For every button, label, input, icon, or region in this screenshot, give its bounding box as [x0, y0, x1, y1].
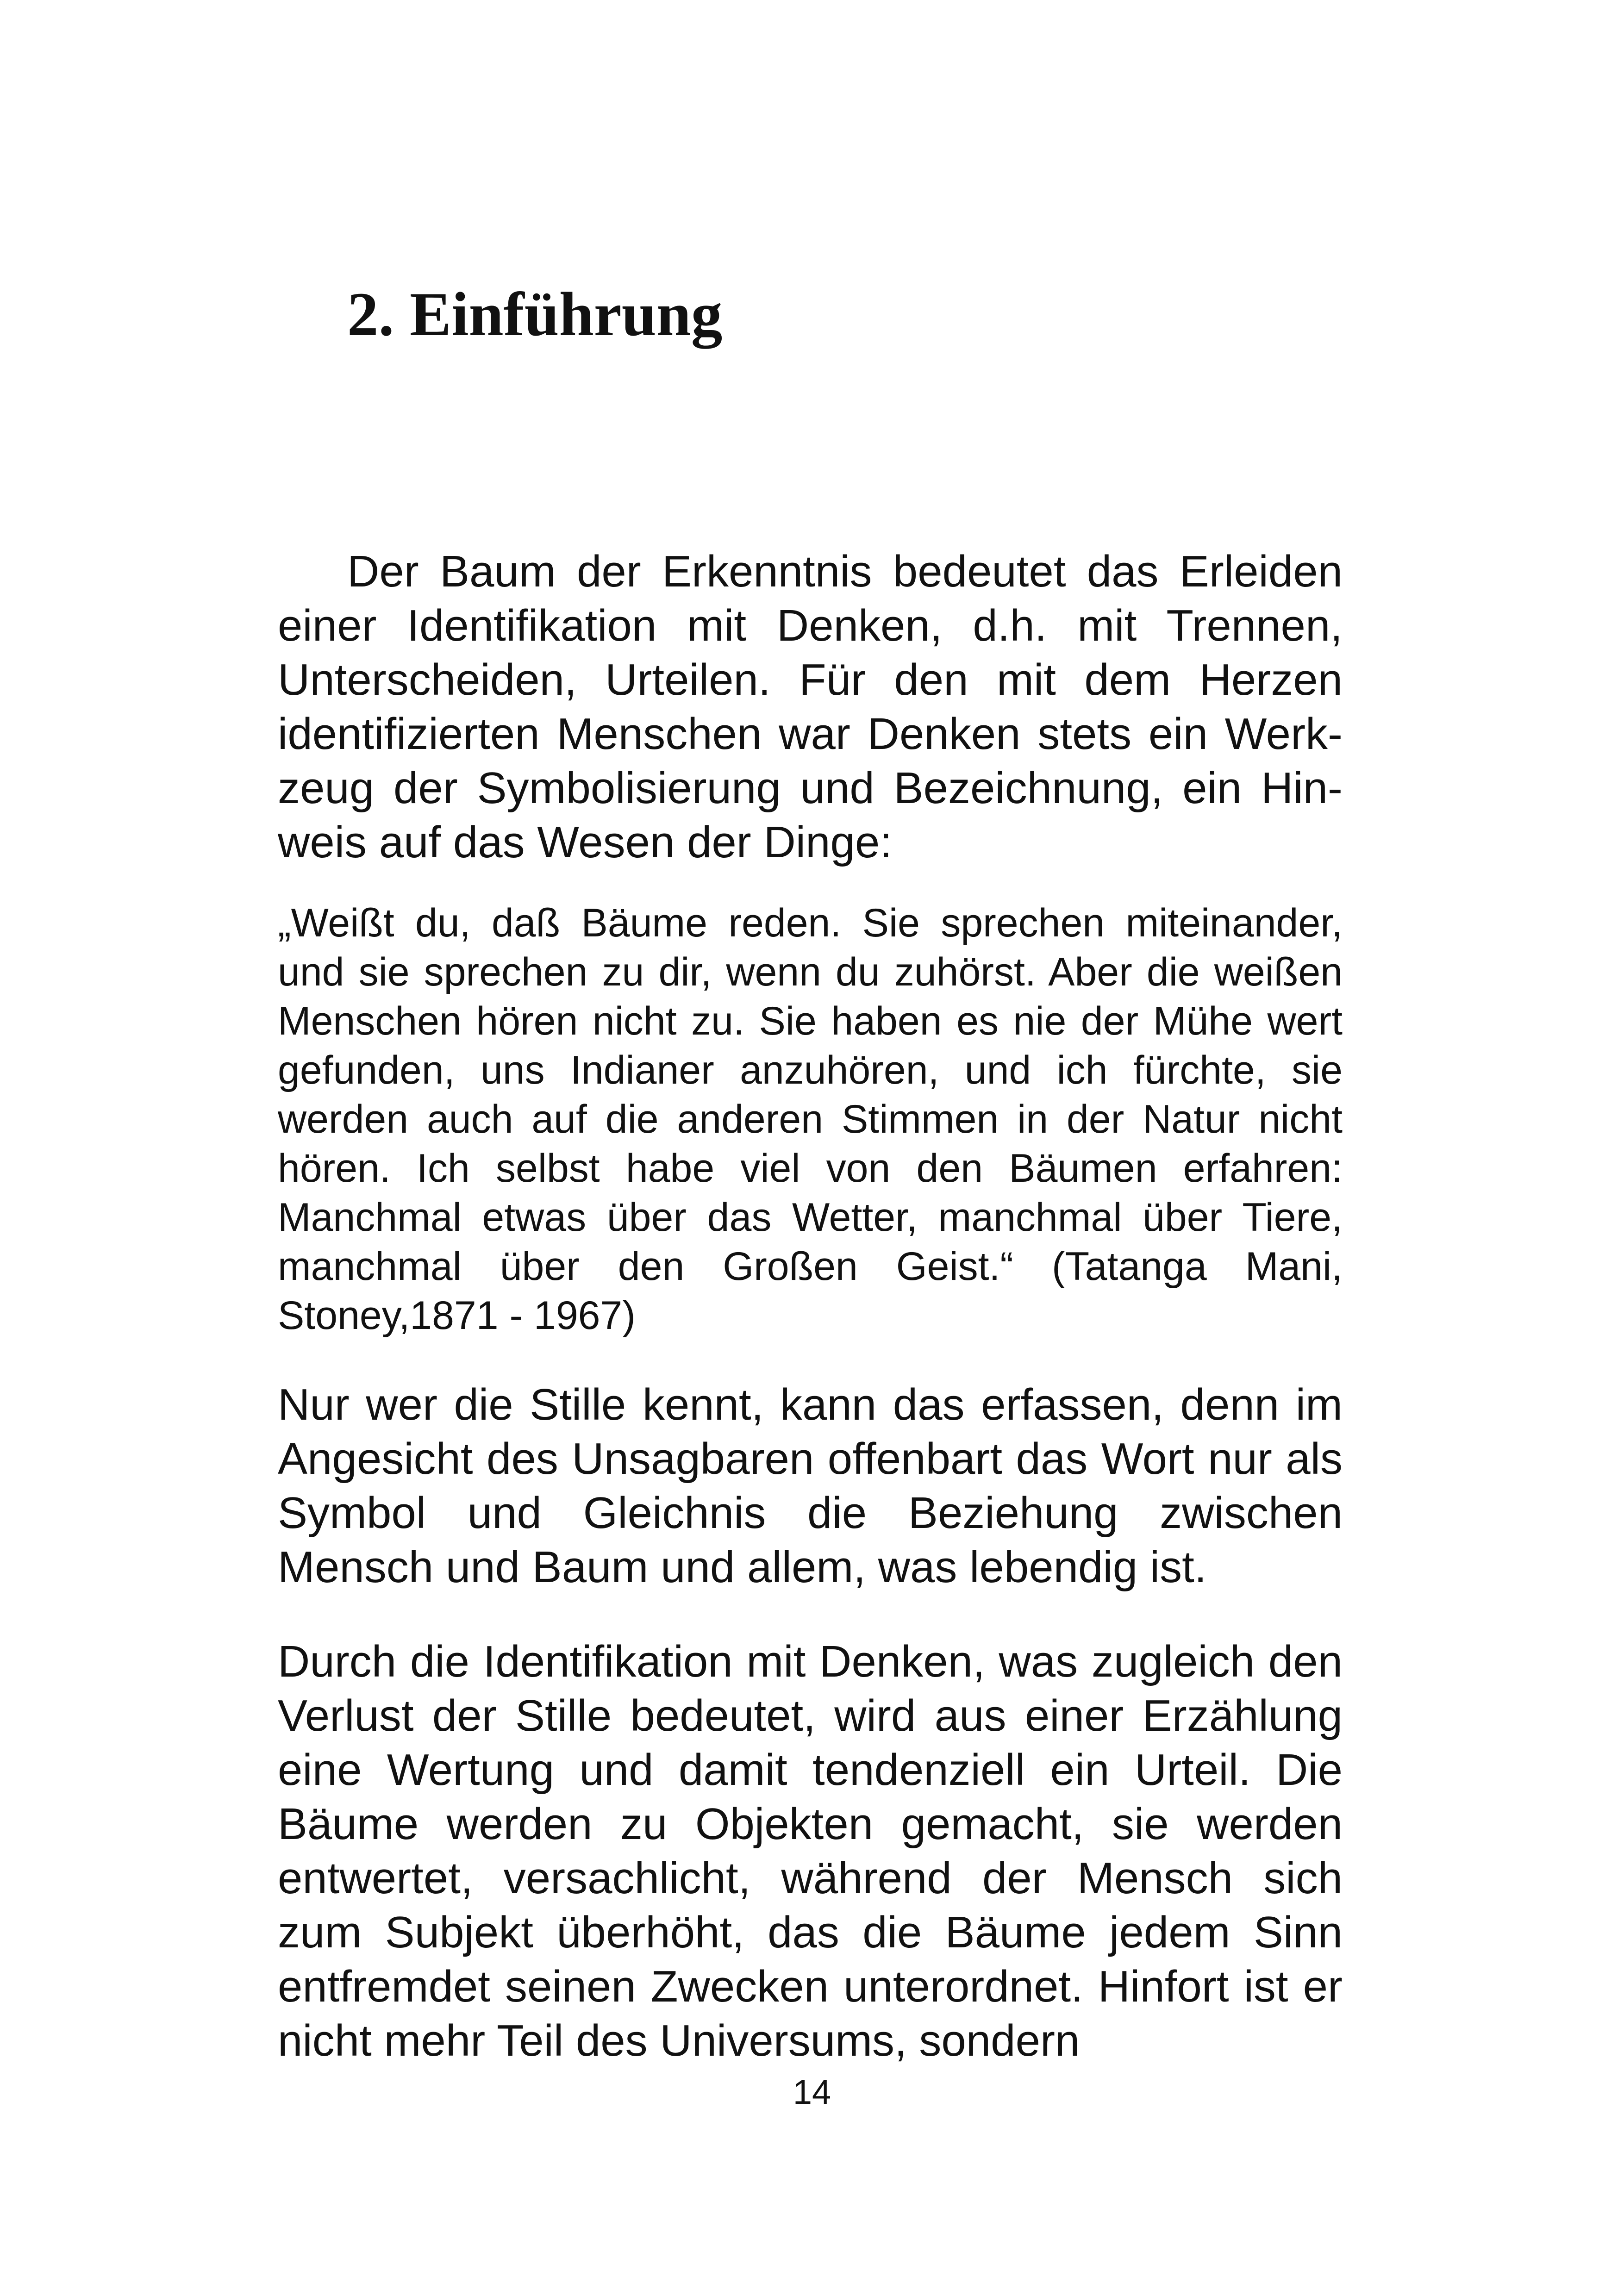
page-number: 14: [793, 2073, 831, 2111]
chapter-heading: 2. Einführung: [347, 280, 723, 349]
quote-paragraph: „Weißt du, daß Bäume reden. Sie sprechen miteinander, und sie sprechen zu dir, wenn du zuhörst. Aber die weißen Menschen hören nicht zu. Sie haben es nie der Mühe wert gefunden, uns Indianer anzuhören, und ich fürchte, sie werden auch auf die anderen Stimmen in der Natur nicht hören. Ich selbst habe viel von den Bäumen erfahren: Manchmal etwas über das Wetter, manchmal über Tiere, manchmal über den Großen Geist.“ (Tatanga Mani, Stoney,1871 - 1967): [278, 901, 1343, 1338]
body-paragraph: Nur wer die Stille kennt, kann das erfassen, denn im Angesicht des Unsagbaren offenbart das Wort nur als Symbol und Gleichnis die Beziehung zwischen Mensch und Baum und allem, was lebendig ist.: [278, 1380, 1343, 1592]
intro-paragraph: Der Baum der Erkenntnis bedeutet das Erleiden einer Identifikation mit Denken, d.h. mit Trennen, Unterscheiden, Urteilen. Für den mit dem Herzen identifizierten Menschen war Denken stets ein Werkzeug der Symbolisierung und Bezeichnung, ein Hinweis auf das Wesen der Dinge:: [278, 547, 1343, 867]
body-paragraph: Durch die Identifikation mit Denken, was zugleich den Verlust der Stille bedeutet, wird aus einer Erzählung eine Wertung und damit tendenziell ein Urteil. Die Bäume werden zu Objekten gemacht, sie werden entwertet, versachlicht, während der Mensch sich zum Subjekt überhöht, das die Bäume jedem Sinn entfremdet seinen Zwecken unterordnet. Hinfort ist er nicht mehr Teil des Universums, sondern: [278, 1637, 1343, 2065]
